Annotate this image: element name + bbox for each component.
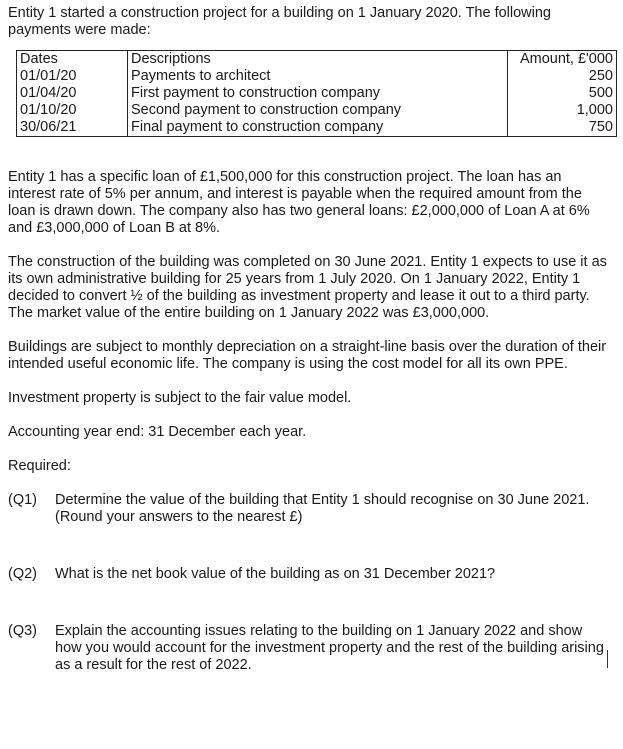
- table-row: [17, 68, 617, 85]
- cell-amount: 750: [508, 119, 617, 137]
- table-row: [17, 85, 617, 102]
- table-row: [17, 102, 617, 119]
- cell-date: 30/06/21: [17, 119, 128, 137]
- header-amount: Amount, £'000: [508, 51, 617, 69]
- cell-description: Payments to architect: [128, 68, 508, 85]
- question-1: [8, 492, 608, 526]
- question-text: What is the net book value of the building as on 31 December 2021?: [55, 566, 496, 582]
- intro-text: Entity 1 started a construction project for a building on 1 January 2020. The following payments were made:: [8, 5, 551, 38]
- investment-property-paragraph: Investment property is subject to the fair value model.: [8, 390, 352, 406]
- cell-date: 01/10/20: [17, 102, 128, 119]
- question-3: [8, 623, 608, 674]
- document: [8, 5, 613, 674]
- year-end-paragraph: Accounting year end: 31 December each year.: [8, 424, 307, 440]
- loan-paragraph: Entity 1 has a specific loan of £1,500,000 for this construction project. The loan has an interest rate of 5% per annum, and interest is payable when the required amount from the loan is drawn down. The company also has two general loans: £2,000,000 of Loan A at 6% and £3,000,000 of Loan B at 8%.: [8, 169, 590, 236]
- construction-paragraph: The construction of the building was completed on 30 June 2021. Entity 1 expects to use it as its own administrative building for 25 years from 1 July 2020. On 1 January 2022, Entity 1 decided to convert ½ of the building as investment property and lease it out to a third party. The market value of the entire building on 1 January 2022 was £3,000,000.: [8, 254, 607, 321]
- question-number: (Q2): [8, 566, 37, 582]
- question-2: [8, 566, 608, 583]
- payments-table: [16, 50, 617, 137]
- header-dates: Dates: [17, 51, 128, 69]
- question-number: (Q3): [8, 623, 37, 639]
- question-text: Explain the accounting issues relating to the building on 1 January 2022 and show how you would account for the investment property and the rest of the building arising as a result for the rest of 2022.: [55, 623, 604, 673]
- header-descriptions: Descriptions: [128, 51, 508, 69]
- cell-date: 01/01/20: [17, 68, 128, 85]
- question-number: (Q1): [8, 492, 37, 508]
- depreciation-paragraph: Buildings are subject to monthly depreciation on a straight-line basis over the duration of their intended useful economic life. The company is using the cost model for all its own PPE.: [8, 339, 607, 372]
- text-cursor: [607, 650, 608, 668]
- required-label: Required:: [8, 458, 71, 474]
- cell-amount: 1,000: [508, 102, 617, 119]
- table-row: [17, 119, 617, 137]
- cell-amount: 250: [508, 68, 617, 85]
- cell-description: Final payment to construction company: [128, 119, 508, 137]
- table-header-row: [17, 51, 617, 69]
- cell-amount: 500: [508, 85, 617, 102]
- cell-description: Second payment to construction company: [128, 102, 508, 119]
- cell-description: First payment to construction company: [128, 85, 508, 102]
- cell-date: 01/04/20: [17, 85, 128, 102]
- question-text: Determine the value of the building that Entity 1 should recognise on 30 June 2021. (Round your answers to the nearest £): [55, 492, 590, 525]
